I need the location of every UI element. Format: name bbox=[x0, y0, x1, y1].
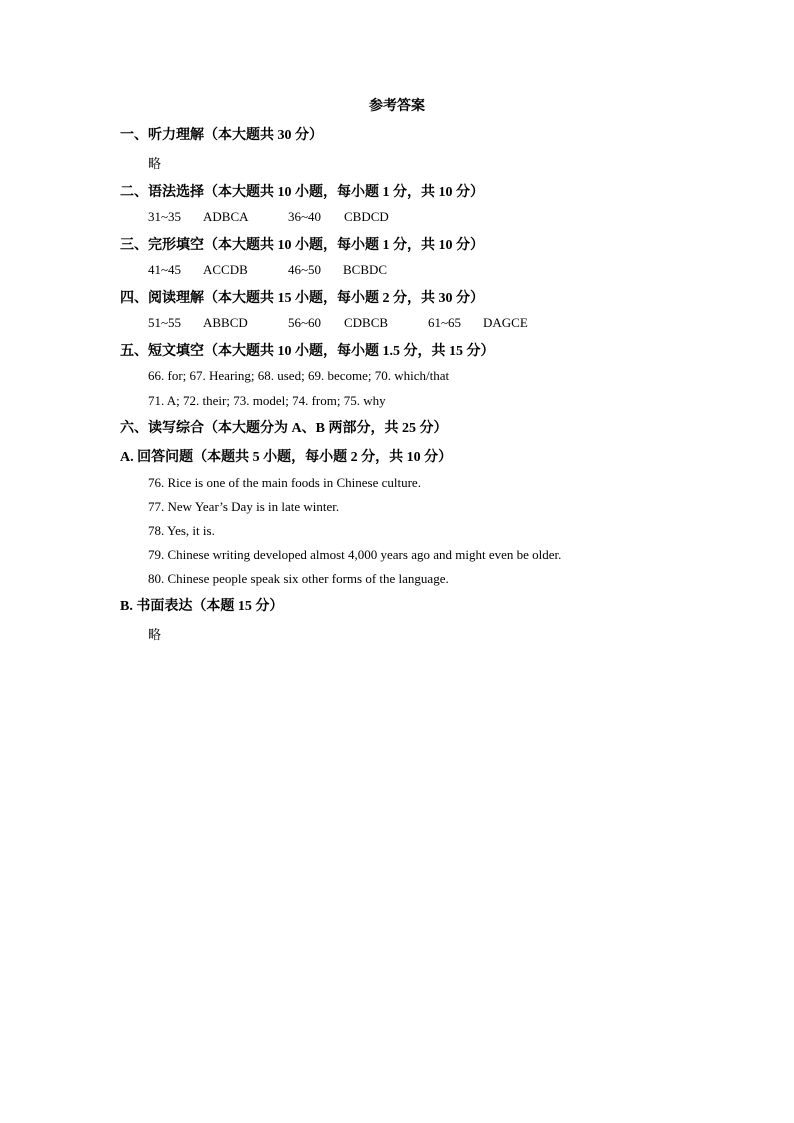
answer-key: ACCDB bbox=[203, 262, 248, 277]
answer-range: 56~60 bbox=[288, 315, 322, 330]
answer-line: 79. Chinese writing developed almost 4,000 years ago and might even be older. bbox=[148, 547, 562, 562]
answer-key: ADBCA bbox=[203, 209, 249, 224]
answer-key: CDBCB bbox=[344, 315, 389, 330]
section-heading-read-write: 六、读写综合（本大题分为 A、B 两部分，共 25 分） bbox=[120, 421, 448, 436]
section-body-writing: 略 bbox=[148, 627, 162, 642]
answer-row-reading bbox=[148, 315, 648, 331]
section-heading-cloze: 三、完形填空（本大题共 10 小题，每小题 1 分，共 10 分） bbox=[120, 238, 484, 253]
subsection-heading-questions: A. 回答问题（本题共 5 小题，每小题 2 分，共 10 分） bbox=[120, 450, 453, 465]
answer-line: 71. A; 72. their; 73. model; 74. from; 75. why bbox=[148, 393, 386, 408]
answer-key: ABBCD bbox=[203, 315, 248, 330]
answer-range: 36~40 bbox=[288, 209, 322, 224]
section-body-listening: 略 bbox=[148, 156, 162, 171]
answer-range: 61~65 bbox=[428, 315, 462, 330]
answer-key: BCBDC bbox=[343, 262, 388, 277]
answer-line: 80. Chinese people speak six other forms of the language. bbox=[148, 571, 449, 586]
section-heading-grammar: 二、语法选择（本大题共 10 小题，每小题 1 分，共 10 分） bbox=[120, 185, 484, 200]
section-heading-reading: 四、阅读理解（本大题共 15 小题，每小题 2 分，共 30 分） bbox=[120, 291, 484, 306]
page-title: 参考答案 bbox=[369, 99, 425, 114]
answer-range: 46~50 bbox=[288, 262, 322, 277]
answer-row-cloze bbox=[148, 262, 648, 278]
answer-range: 51~55 bbox=[148, 315, 182, 330]
answer-key: DAGCE bbox=[483, 315, 528, 330]
answer-range: 31~35 bbox=[148, 209, 182, 224]
subsection-heading-writing: B. 书面表达（本题 15 分） bbox=[120, 599, 284, 614]
answer-key: CBDCD bbox=[344, 209, 389, 224]
answer-line: 76. Rice is one of the main foods in Chinese culture. bbox=[148, 475, 421, 490]
answer-line: 78. Yes, it is. bbox=[148, 523, 215, 538]
section-heading-fill-in: 五、短文填空（本大题共 10 小题，每小题 1.5 分，共 15 分） bbox=[120, 344, 495, 359]
answer-line: 66. for; 67. Hearing; 68. used; 69. become; 70. which/that bbox=[148, 368, 450, 383]
answer-range: 41~45 bbox=[148, 262, 182, 277]
answer-line: 77. New Year’s Day is in late winter. bbox=[148, 499, 340, 514]
section-heading-listening: 一、听力理解（本大题共 30 分） bbox=[120, 128, 323, 143]
answer-row-grammar bbox=[148, 209, 648, 225]
